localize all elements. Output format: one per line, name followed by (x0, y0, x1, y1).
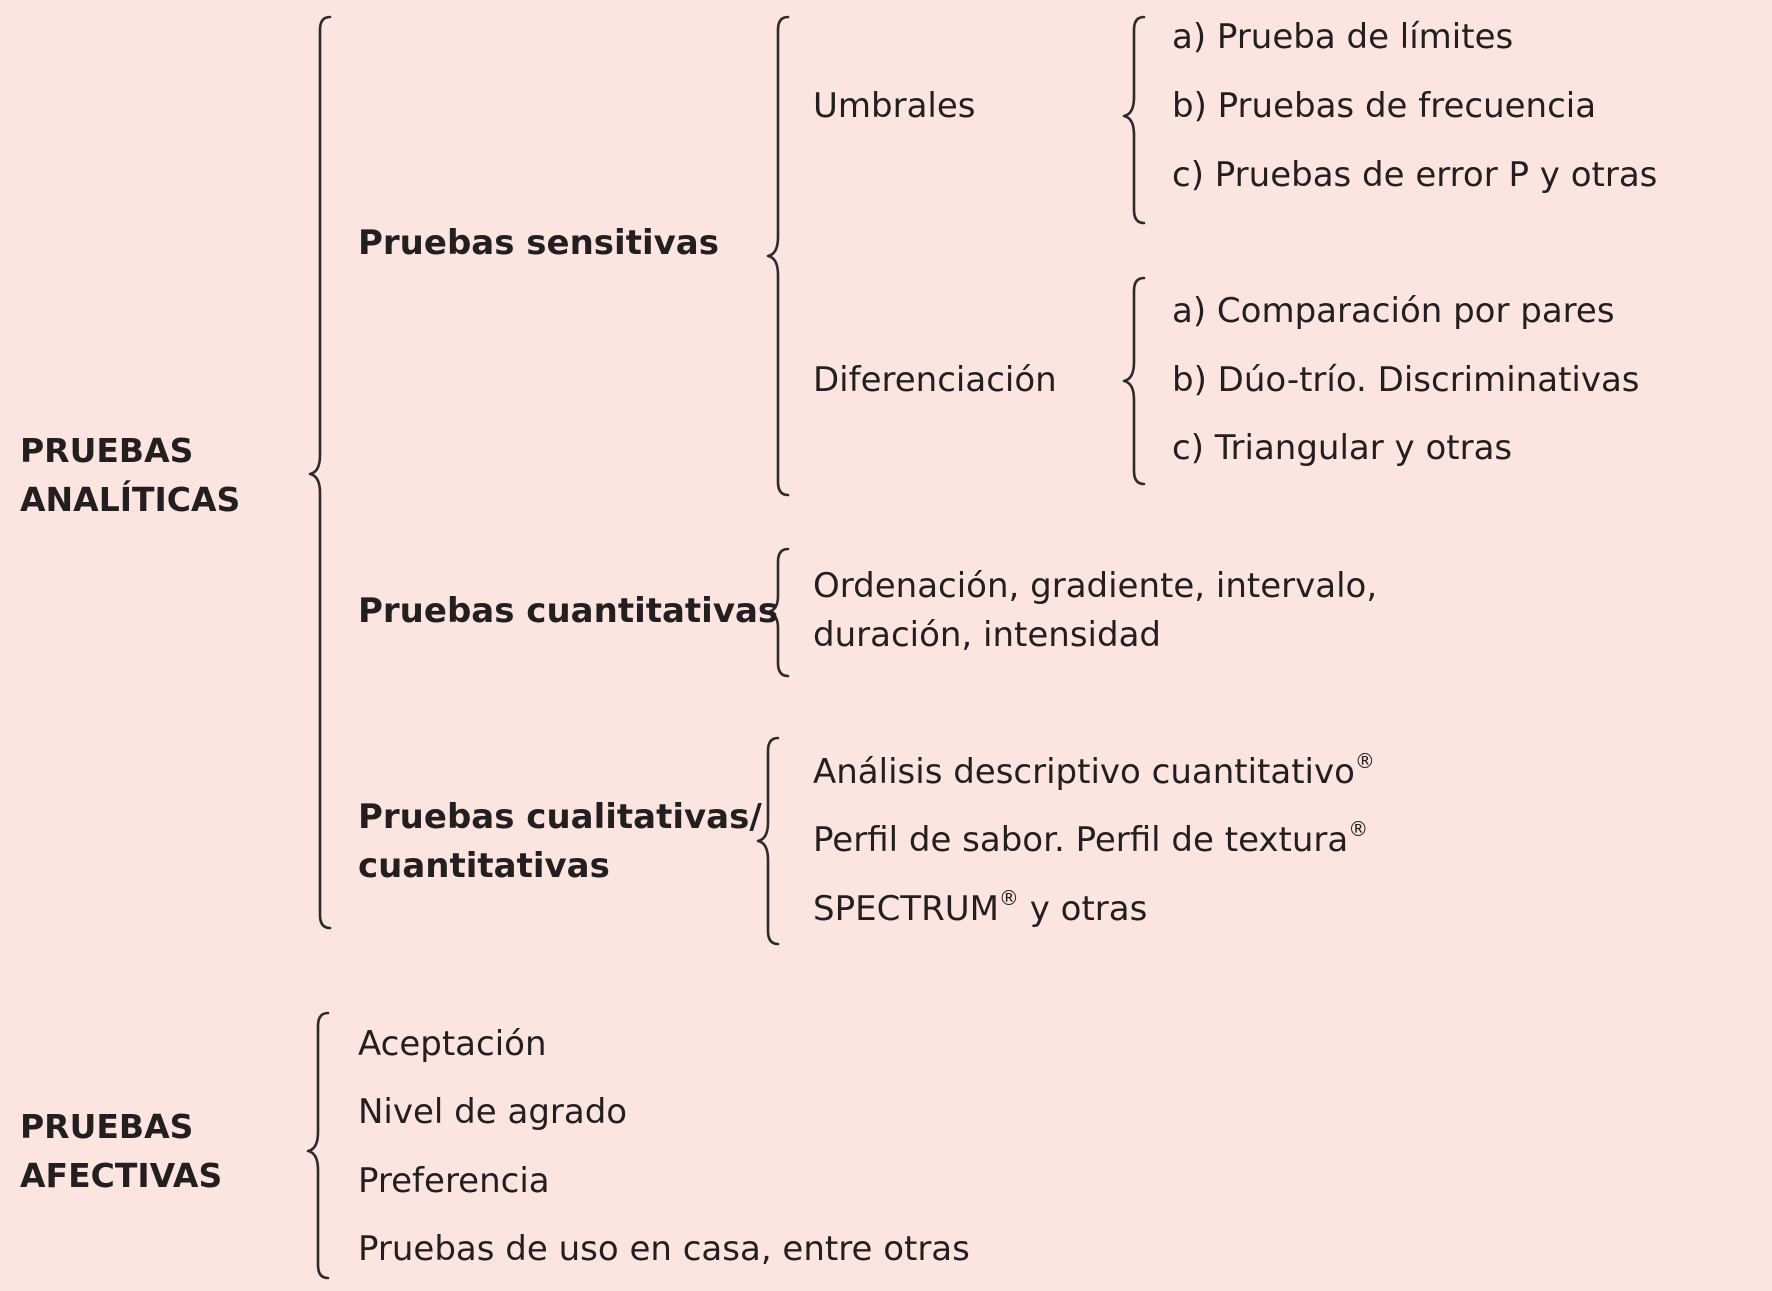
brace-pruebas-sensitivas (768, 17, 788, 495)
registered-mark: ® (1348, 817, 1369, 841)
item-cualitativas-3: SPECTRUM® y otras (813, 886, 1148, 929)
label-umbrales: Umbrales (813, 86, 976, 126)
label-pruebas-cuantitativas: Pruebas cuantitativas (358, 591, 779, 631)
brace-pruebas-afectivas (308, 1013, 328, 1278)
label-pruebas-cualitativas: Pruebas cualitativas/ cuantitativas (358, 797, 762, 886)
item-diferenciacion-b: b) Dúo-trío. Discriminativas (1172, 360, 1640, 400)
item-diferenciacion-c: c) Triangular y otras (1172, 428, 1513, 468)
item-diferenciacion-a: a) Comparación por pares (1172, 291, 1615, 331)
item-cualitativas-2: Perfil de sabor. Perfil de textura® (813, 817, 1369, 860)
item-afectivas-uso-en-casa: Pruebas de uso en casa, entre otras (358, 1229, 970, 1269)
item-umbrales-c: c) Pruebas de error P y otras (1172, 155, 1658, 195)
item-umbrales-a: a) Prueba de límites (1172, 17, 1514, 57)
registered-mark: ® (998, 886, 1019, 910)
item-afectivas-nivel-agrado: Nivel de agrado (358, 1092, 628, 1132)
brace-pruebas-analiticas (310, 17, 330, 928)
registered-mark: ® (1354, 749, 1375, 773)
heading-pruebas-afectivas: PRUEBAS AFECTIVAS (20, 1107, 223, 1195)
item-afectivas-preferencia: Preferencia (358, 1161, 550, 1201)
desc-pruebas-cuantitativas: Ordenación, gradiente, intervalo, duración, intensidad (813, 566, 1378, 655)
heading-pruebas-analiticas: PRUEBAS ANALÍTICAS (20, 431, 241, 519)
label-diferenciacion: Diferenciación (813, 360, 1057, 400)
item-afectivas-aceptacion: Aceptación (358, 1024, 547, 1064)
label-pruebas-sensitivas: Pruebas sensitivas (358, 223, 719, 263)
item-umbrales-b: b) Pruebas de frecuencia (1172, 86, 1597, 126)
item-cualitativas-1: Análisis descriptivo cuantitativo® (813, 749, 1375, 792)
brace-diferenciacion (1124, 278, 1144, 484)
brace-umbrales (1124, 17, 1144, 223)
